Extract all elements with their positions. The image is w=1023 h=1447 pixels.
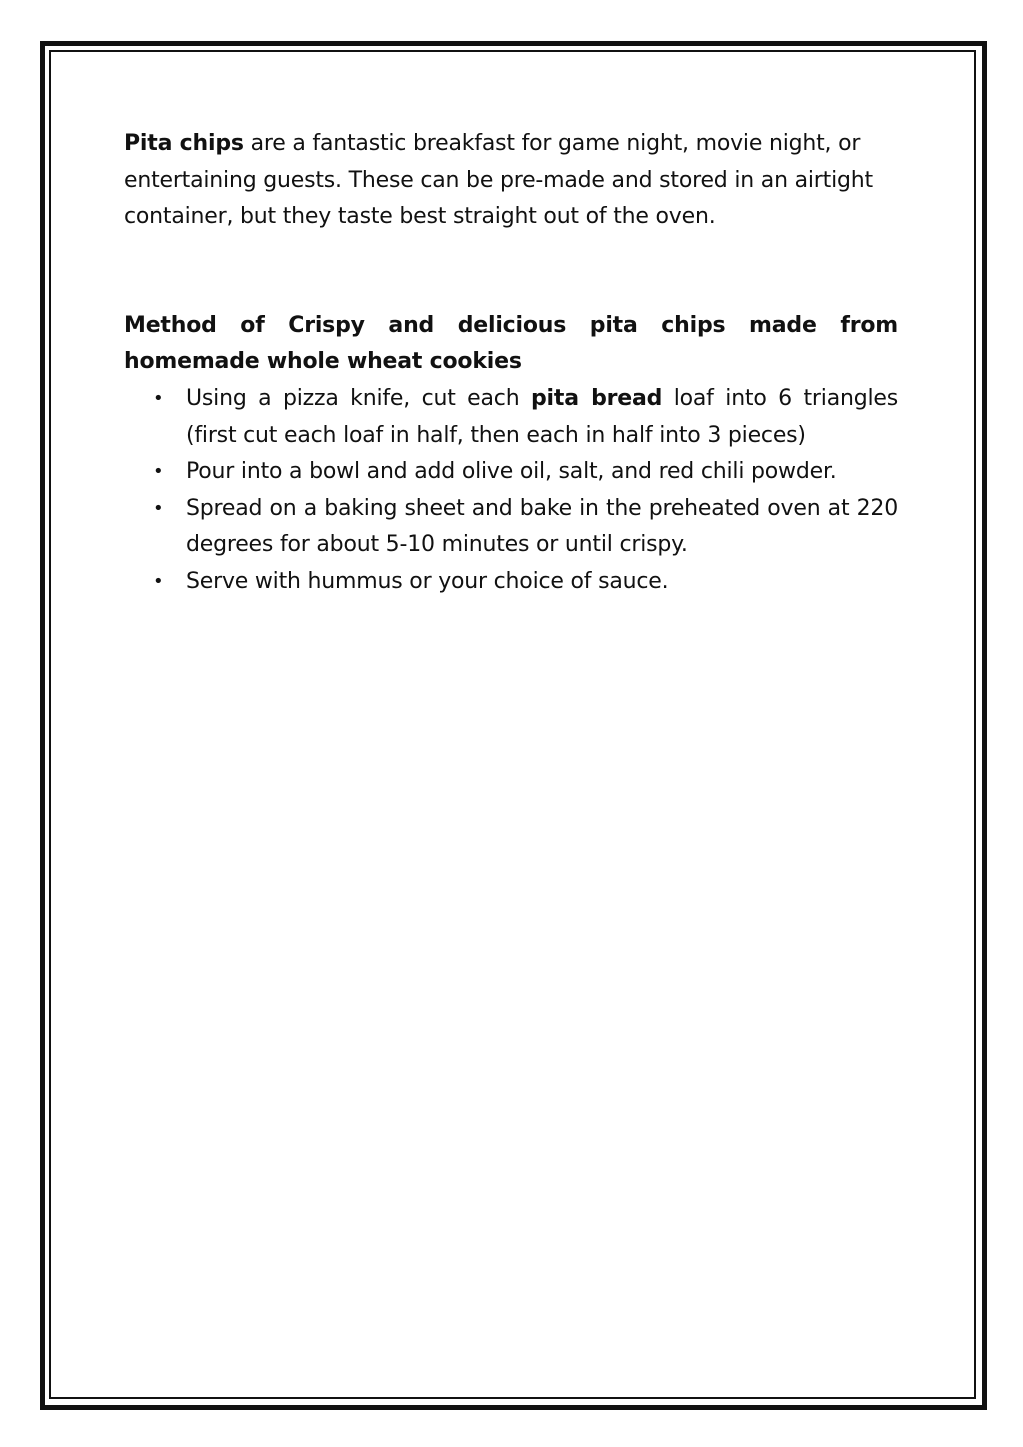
step-text: Serve with hummus or your choice of sauce. bbox=[186, 568, 669, 594]
intro-paragraph bbox=[124, 126, 898, 236]
step-text-after: loaf into 6 triangles (first cut each loaf in half, then each in half into 3 pieces) bbox=[186, 385, 898, 448]
bullet-icon: • bbox=[153, 461, 164, 483]
list-item bbox=[153, 381, 898, 454]
list-item bbox=[153, 564, 898, 601]
list-item bbox=[153, 454, 898, 491]
method-heading: Method of Crispy and delicious pita chips made from homemade whole wheat cookies bbox=[124, 312, 898, 375]
bullet-icon: • bbox=[153, 497, 164, 519]
bullet-icon: • bbox=[153, 570, 164, 592]
step-text: Pour into a bowl and add olive oil, salt, and red chili powder. bbox=[186, 459, 837, 485]
step-text: Spread on a baking sheet and bake in the preheated oven at 220 degrees for about 5-10 minutes or until crispy. bbox=[186, 495, 898, 558]
list-item bbox=[153, 491, 898, 564]
step-text: Using a pizza knife, cut each bbox=[186, 385, 531, 411]
intro-bold-term: Pita chips bbox=[124, 131, 244, 156]
page-content bbox=[124, 126, 898, 601]
bullet-icon: • bbox=[153, 387, 164, 409]
intro-text: are a fantastic breakfast for game night, movie night, or entertaining guests. These can be pre-made and stored in an airtight container, but they taste best straight out of the oven. bbox=[124, 131, 873, 230]
step-bold-term: pita bread bbox=[531, 385, 663, 411]
method-steps-list bbox=[124, 381, 898, 601]
